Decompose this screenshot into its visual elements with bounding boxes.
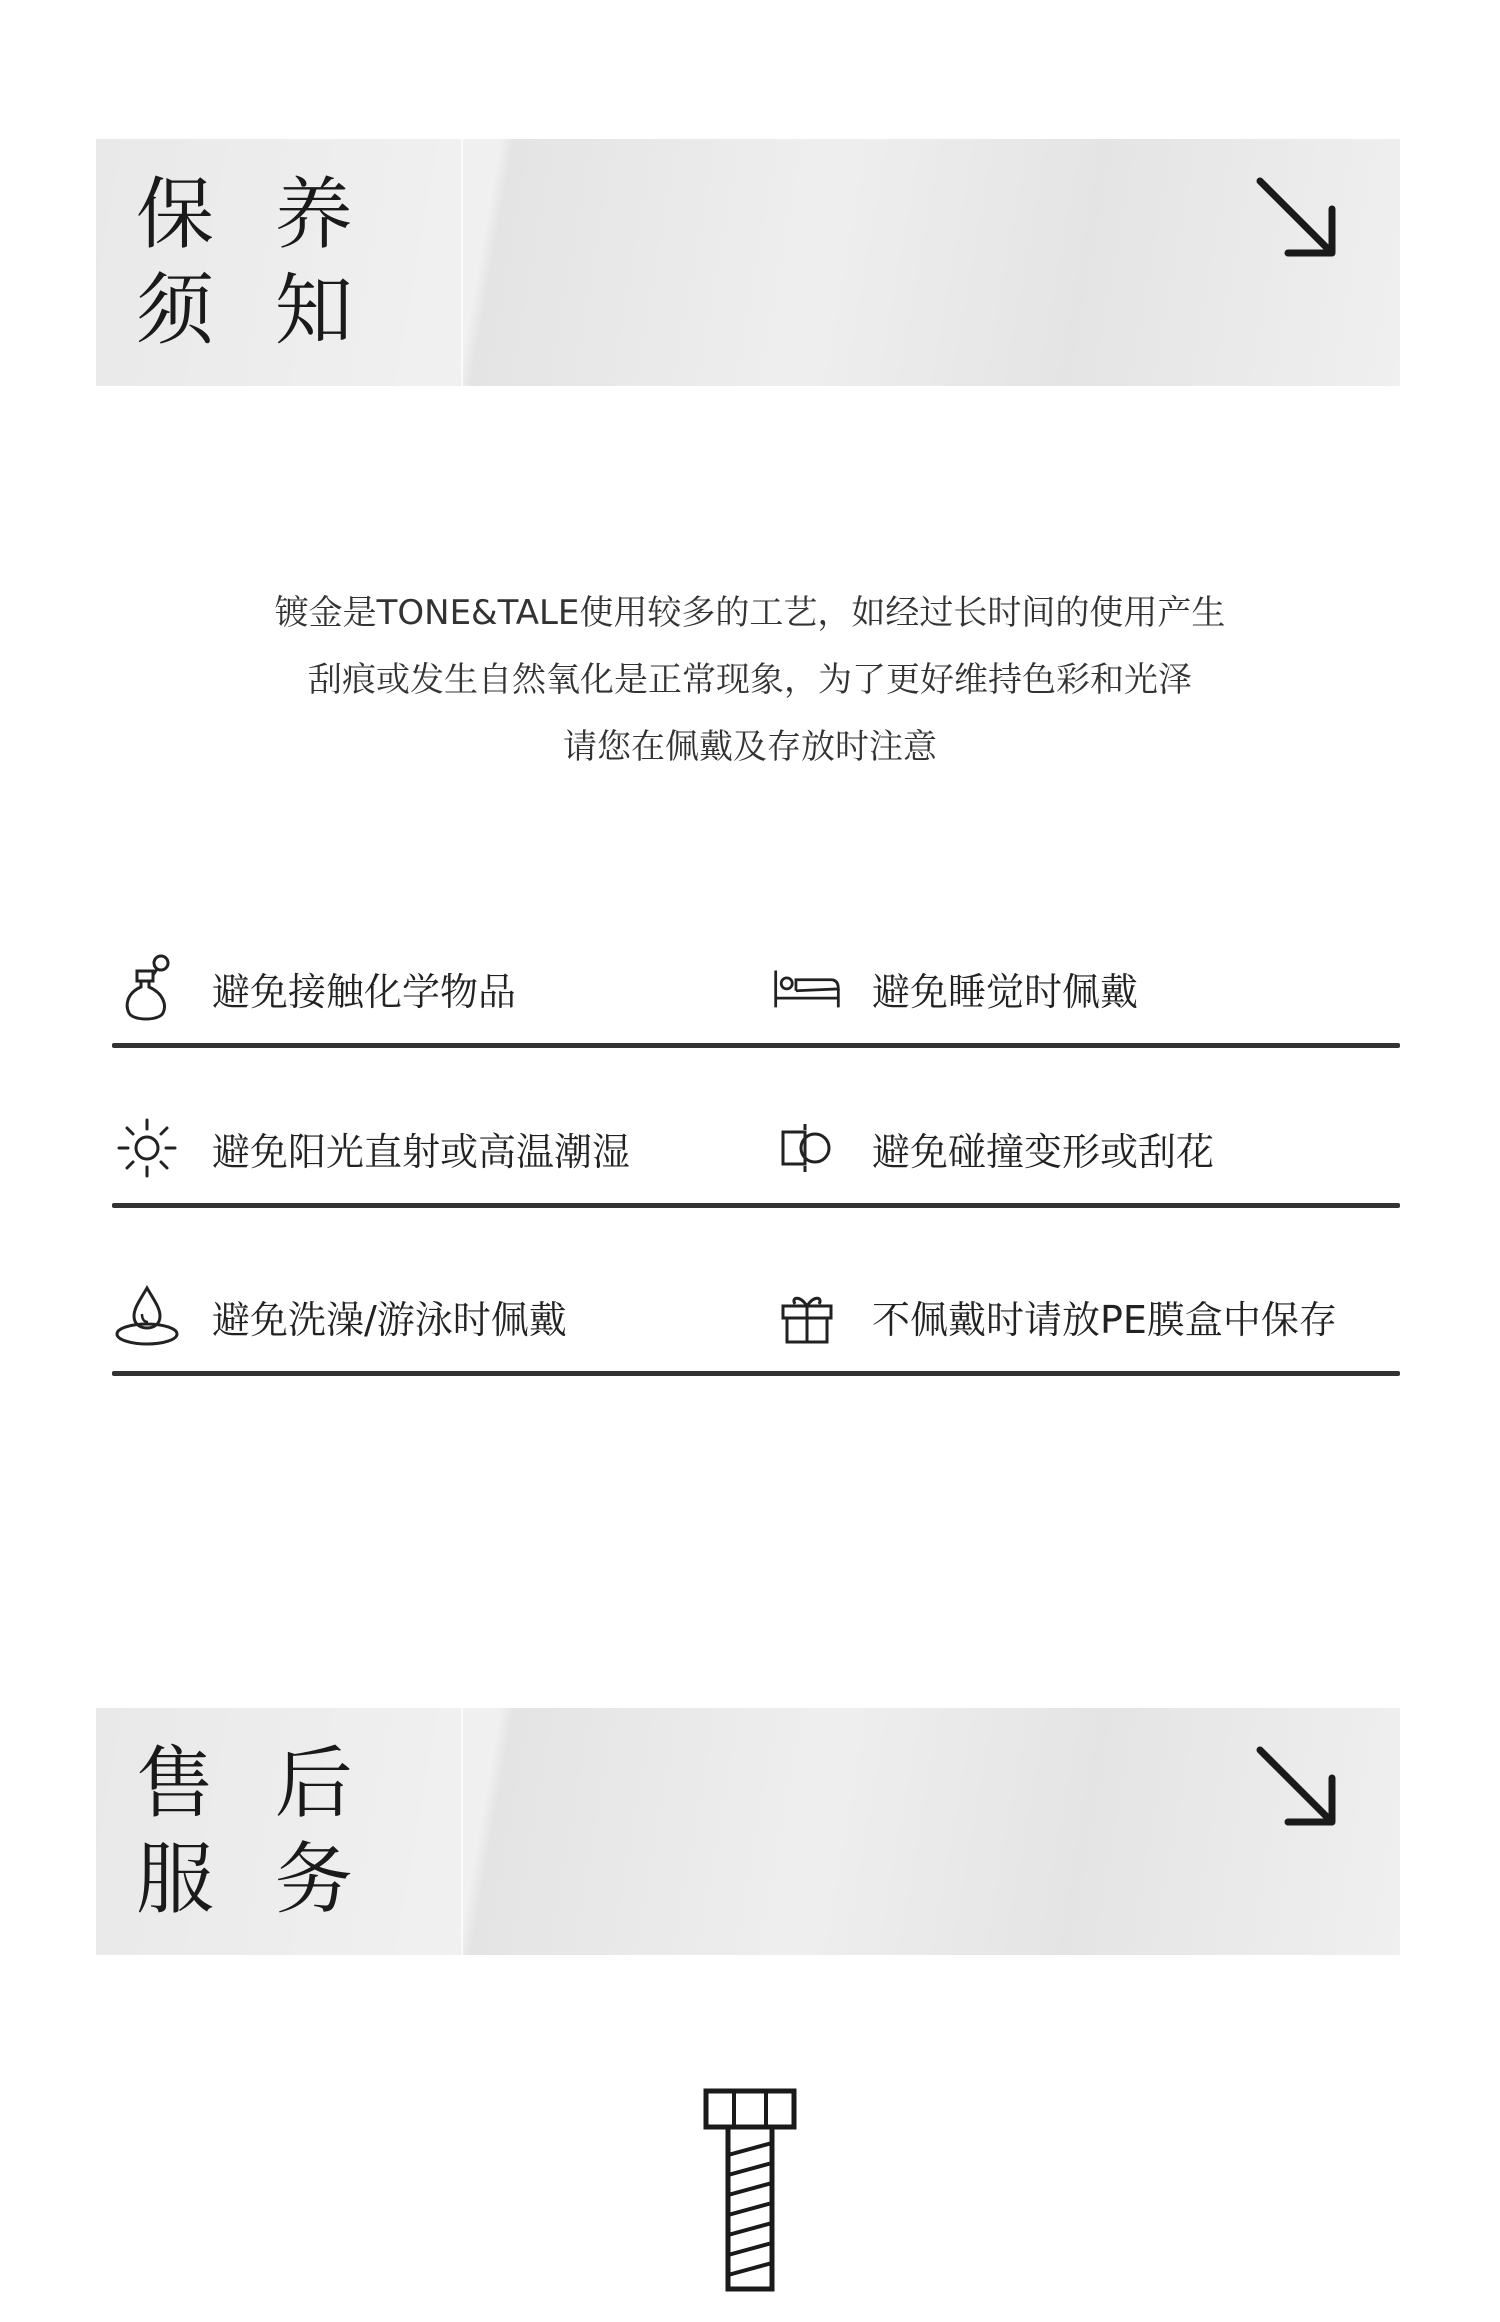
care-row-2 xyxy=(112,1088,1400,1208)
service-title-line1: 售 后 xyxy=(136,1739,371,1829)
intro-line-3: 请您在佩戴及存放时注意 xyxy=(563,727,937,767)
care-item-label: 避免洗澡/游泳时佩戴 xyxy=(212,1297,567,1342)
divider xyxy=(112,1203,1400,1208)
service-banner xyxy=(96,1708,1400,1955)
care-item-label: 避免阳光直射或高温潮湿 xyxy=(212,1129,631,1174)
care-title-line2: 须 知 xyxy=(136,266,371,356)
care-item-sleep xyxy=(772,928,1138,1048)
care-item-sun xyxy=(112,1088,630,1208)
care-row-3 xyxy=(112,1256,1400,1376)
care-intro xyxy=(0,580,1500,781)
care-row-1 xyxy=(112,928,1400,1048)
bed-icon xyxy=(772,953,842,1023)
intro-line-2: 刮痕或发生自然氧化是正常现象，为了更好维持色彩和光泽 xyxy=(308,660,1192,700)
perfume-bottle-icon xyxy=(112,953,182,1023)
sun-icon xyxy=(112,1113,182,1183)
arrow-down-right-icon xyxy=(1248,169,1348,269)
arrow-down-right-icon xyxy=(1248,1738,1348,1838)
care-title xyxy=(136,167,371,359)
care-item-chemicals xyxy=(112,928,516,1048)
care-banner xyxy=(96,139,1400,386)
care-item-label: 避免接触化学物品 xyxy=(212,969,517,1014)
water-drop-icon xyxy=(112,1281,182,1351)
gift-box-icon xyxy=(772,1281,842,1351)
bolt-icon xyxy=(700,2085,800,2295)
care-item-label: 避免睡觉时佩戴 xyxy=(872,969,1139,1014)
service-title-line2: 服 务 xyxy=(136,1835,371,1925)
divider xyxy=(112,1371,1400,1376)
intro-line-1: 镀金是TONE&TALE使用较多的工艺，如经过长时间的使用产生 xyxy=(274,593,1226,633)
care-item-label: 避免碰撞变形或刮花 xyxy=(872,1129,1215,1174)
collision-icon xyxy=(772,1113,842,1183)
care-item-label: 不佩戴时请放PE膜盒中保存 xyxy=(872,1297,1337,1342)
care-title-line1: 保 养 xyxy=(136,170,371,260)
care-item-water xyxy=(112,1256,567,1376)
care-item-collision xyxy=(772,1088,1214,1208)
care-item-storage xyxy=(772,1256,1337,1376)
divider xyxy=(112,1043,1400,1048)
service-title xyxy=(136,1736,371,1928)
